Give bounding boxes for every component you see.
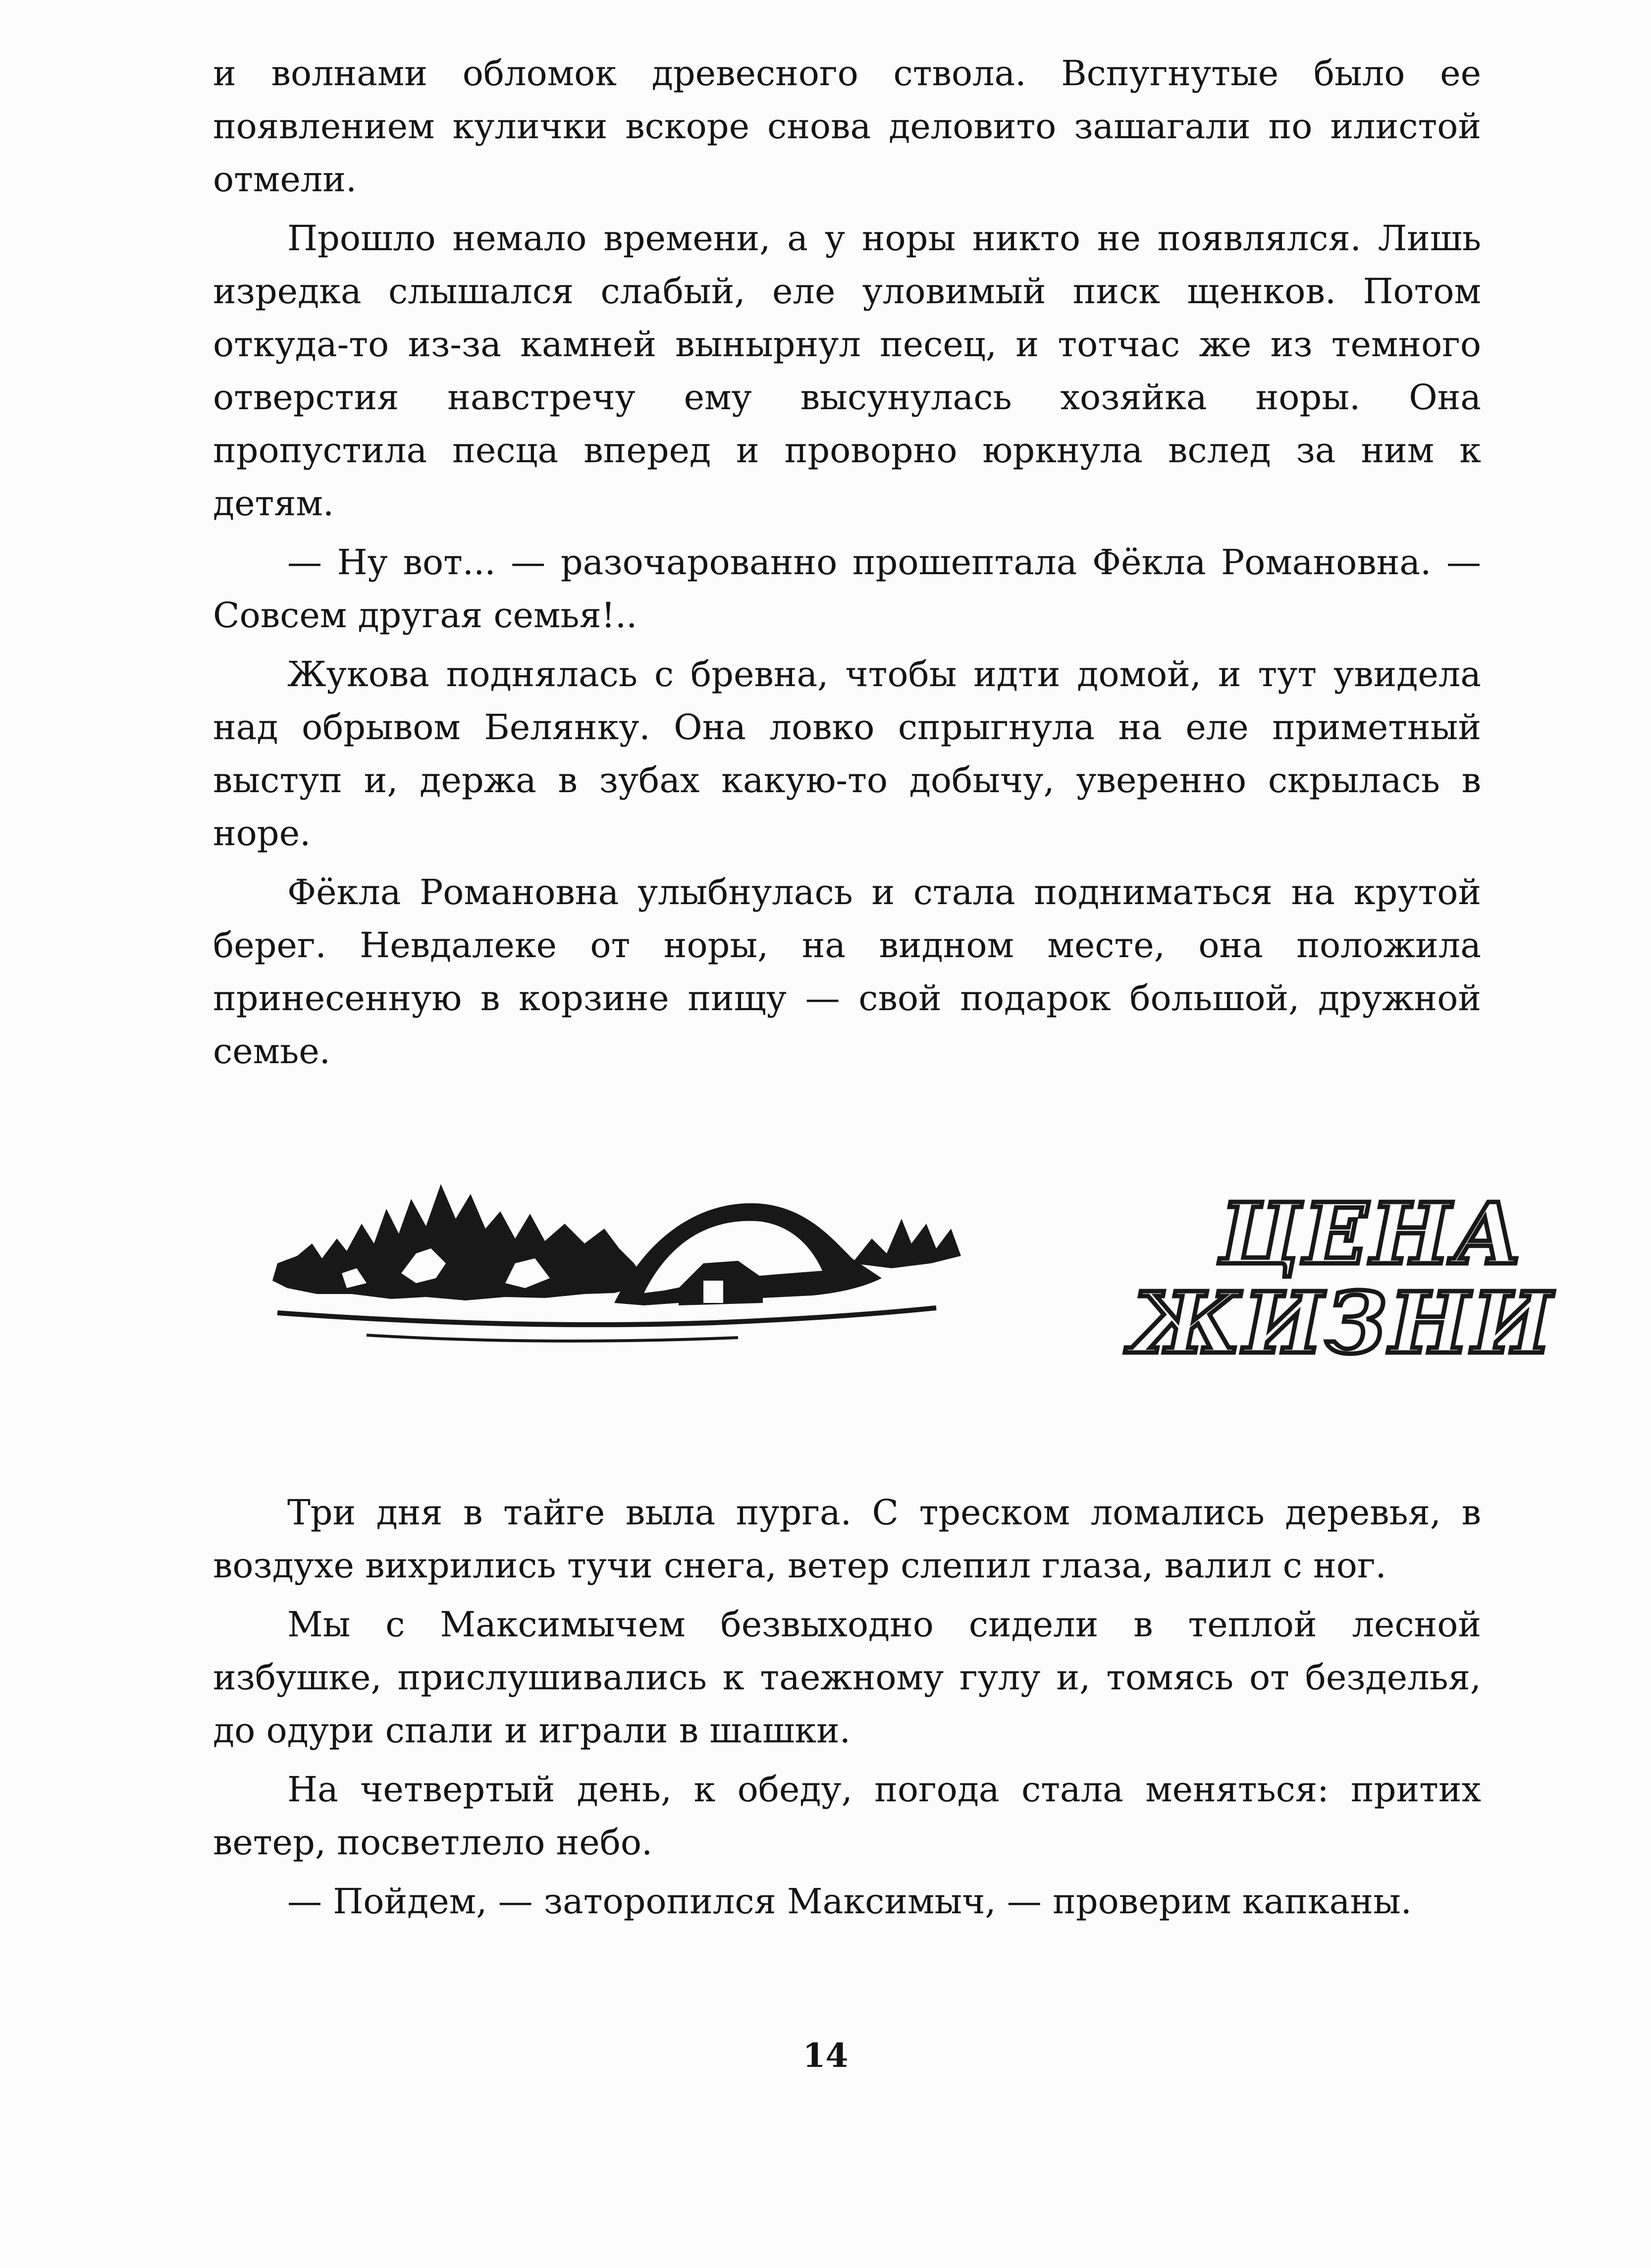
- ground-line: [367, 1335, 738, 1341]
- forest-right: [852, 1219, 961, 1268]
- paragraph: Жукова поднялась с бревна, чтобы идти домой, и тут увидела над обрывом Белянку. Она ловко спрыгнула на еле приметный выступ и, держа в зубах какую-то добычу, уверенно скрылась в норе.: [213, 654, 1481, 854]
- paragraph: — Ну вот... — разочарованно прошептала Фёкла Романовна. — Совсем другая семья!..: [213, 542, 1481, 636]
- paragraph: Фёкла Романовна улыбнулась и стала подниматься на крутой берег. Невдалеке от норы, на видном месте, она положила принесенную в корзине пищу — свой подарок большой, дружной семье.: [213, 872, 1481, 1072]
- paragraph: — Пойдем, — заторопился Максимыч, — проверим капканы.: [287, 1881, 1412, 1922]
- paragraph: Мы с Максимычем безвыходно сидели в теплой лесной избушке, прислушивались к таежному гулу и, томясь от безделья, до одури спали и играли в шашки.: [213, 1604, 1481, 1751]
- paragraph: Три дня в тайге выла пурга. С треском ломались деревья, в воздухе вихрились тучи снега, ветер слепил глаза, валил с ног.: [213, 1492, 1481, 1586]
- chapter-title-line2: ЖИЗНИ: [1130, 1274, 1555, 1373]
- ground-line: [277, 1308, 936, 1325]
- paragraph: Прошло немало времени, а у норы никто не появлялся. Лишь изредка слышался слабый, еле уловимый писк щенков. Потом откуда-то из-за камней вынырнул песец, и тотчас же из темного отверстия навстречу ему высунулась хозяйка норы. Она пропустила песца вперед и проворно юркнула вслед за ним к детям.: [213, 218, 1481, 524]
- paragraph: и волнами обломок древесного ствола. Вспугнутые было ее появлением кулички вскоре снова деловито зашагали по илистой отмели.: [213, 53, 1481, 200]
- page-number: 14: [802, 2036, 849, 2075]
- paragraph: На четвертый день, к обеду, погода стала меняться: притих ветер, посветлело небо.: [213, 1769, 1481, 1863]
- winter-landscape-illustration: [272, 1184, 961, 1341]
- forest-silhouette: [272, 1184, 644, 1300]
- text-block-top: [213, 47, 1481, 1084]
- chapter-title-line1: ЦЕНА: [1219, 1185, 1525, 1284]
- chapter-banner: [267, 1164, 1555, 1392]
- text-block-bottom: [213, 1486, 1481, 1934]
- hut-door: [703, 1281, 723, 1303]
